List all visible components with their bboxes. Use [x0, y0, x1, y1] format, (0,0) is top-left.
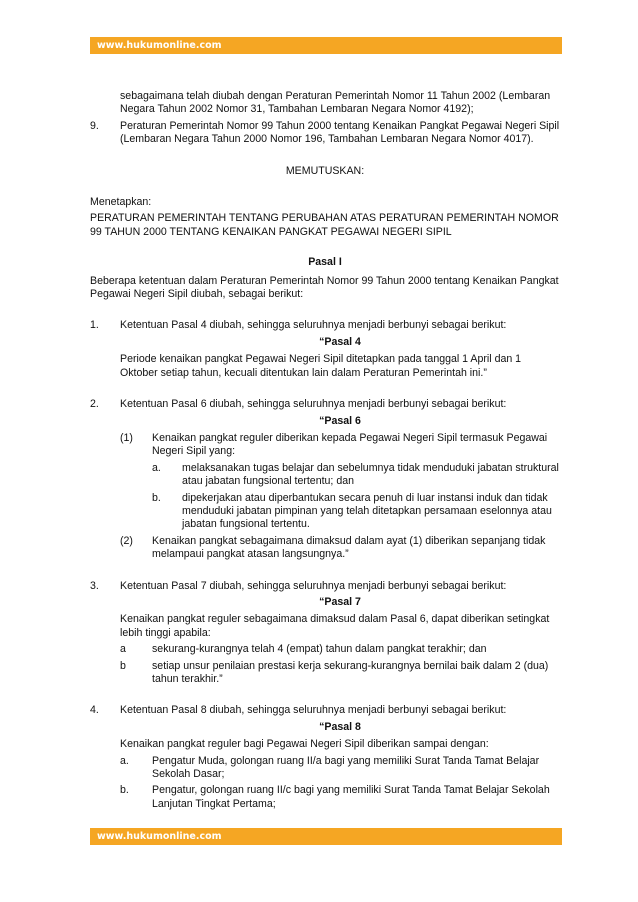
point-text: dipekerjakan atau diperbantukan secara penuh di luar instansi induk dan tidak menduduki jabatan pimpinan yang telah ditetapkan persamaan eselonnya atau jabatan fungsional tertentu. — [182, 491, 552, 531]
header-site-bar — [90, 37, 562, 54]
pasal-8-heading: “Pasal 8 — [319, 720, 361, 733]
point-label: a. — [120, 754, 129, 767]
item-number: 1. — [90, 319, 99, 332]
ayat-text: Kenaikan pangkat reguler diberikan kepada Pegawai Negeri Sipil termasuk Pegawai Negeri Sipil yang: — [152, 431, 548, 458]
ayat-label: (1) — [120, 431, 133, 444]
item-text: Ketentuan Pasal 8 diubah, sehingga seluruhnya menjadi berbunyi sebagai berikut: — [120, 704, 507, 717]
pasal-1-intro: Beberapa ketentuan dalam Peraturan Pemerintah Nomor 99 Tahun 2000 tentang Kenaikan Pangkat Pegawai Negeri Sipil diubah, sebagai berikut: — [90, 274, 559, 301]
change-item-4 — [90, 704, 560, 811]
pasal-8-body: Kenaikan pangkat reguler bagi Pegawai Negeri Sipil diberikan sampai dengan: — [120, 738, 489, 751]
pasal-7-point-b — [120, 660, 560, 687]
pasal-7-point-a — [120, 643, 560, 656]
change-item-1 — [90, 319, 560, 380]
list-item-9 — [90, 120, 560, 147]
item-text: Peraturan Pemerintah Nomor 99 Tahun 2000 tentang Kenaikan Pangkat Pegawai Negeri Sipil (Lembaran Negara Tahun 2000 Nomor 196, Tambahan Lembaran Negara Nomor 4017). — [120, 119, 560, 146]
pasal-6-heading: “Pasal 6 — [319, 414, 361, 427]
header-site-url[interactable]: www.hukumonline.com — [97, 40, 222, 51]
item-text: Ketentuan Pasal 7 diubah, sehingga seluruhnya menjadi berbunyi sebagai berikut: — [120, 579, 507, 592]
point-label: a. — [152, 461, 161, 474]
pasal-7-body: Kenaikan pangkat reguler sebagaimana dimaksud dalam Pasal 6, dapat diberikan setingkat lebih tinggi apabila: — [120, 613, 550, 639]
ayat-label: (2) — [120, 534, 133, 547]
point-text: setiap unsur penilaian prestasi kerja sekurang-kurangnya bernilai baik dalam 2 (dua) tahun terakhir.” — [152, 659, 549, 685]
item-number: 4. — [90, 704, 99, 717]
point-text: melaksanakan tugas belajar dan sebelumnya tidak menduduki jabatan struktural atau jabatan fungsional tertentu; dan — [182, 461, 559, 488]
menetapkan-label: Menetapkan: — [90, 196, 152, 209]
change-item-3 — [90, 580, 560, 687]
ayat-1-point-a — [152, 462, 560, 489]
pasal-8-point-b — [120, 784, 560, 811]
footer-site-url[interactable]: www.hukumonline.com — [97, 831, 222, 842]
item-text: Ketentuan Pasal 4 diubah, sehingga seluruhnya menjadi berbunyi sebagai berikut: — [120, 319, 507, 332]
pasal-4-body: Periode kenaikan pangkat Pegawai Negeri Sipil ditetapkan pada tanggal 1 April dan 1 Oktober setiap tahun, kecuali ditentukan lain dalam Peraturan Pemerintah ini.” — [120, 353, 522, 379]
footer-site-bar — [90, 828, 562, 845]
ayat-2 — [120, 535, 560, 562]
item-number: 2. — [90, 398, 99, 411]
memutuskan-heading: MEMUTUSKAN: — [285, 164, 365, 177]
ayat-text: Kenaikan pangkat sebagaimana dimaksud dalam ayat (1) diberikan sepanjang tidak melampaui pangkat atasan langsungnya.” — [152, 534, 546, 561]
pasal-8-point-a — [120, 755, 560, 782]
item-text: Ketentuan Pasal 6 diubah, sehingga seluruhnya menjadi berbunyi sebagai berikut: — [120, 398, 507, 411]
item-number: 3. — [90, 579, 99, 592]
pasal-7-heading: “Pasal 7 — [319, 595, 361, 608]
document-body — [90, 90, 560, 811]
point-label: a — [120, 643, 126, 656]
pasal-4-heading: “Pasal 4 — [319, 335, 361, 348]
point-text: Pengatur Muda, golongan ruang II/a bagi yang memiliki Surat Tanda Tamat Belajar Sekolah Dasar; — [152, 754, 540, 781]
point-text: Pengatur, golongan ruang II/c bagi yang memiliki Surat Tanda Tamat Belajar Sekolah Lanjutan Tingkat Pertama; — [152, 784, 550, 810]
ayat-1 — [120, 432, 560, 532]
point-label: b. — [152, 491, 161, 504]
regulation-title: PERATURAN PEMERINTAH TENTANG PERUBAHAN ATAS PERATURAN PEMERINTAH NOMOR 99 TAHUN 2000 TENTANG KENAIKAN PANGKAT PEGAWAI NEGERI SIPIL — [90, 212, 559, 238]
point-label: b. — [120, 784, 129, 797]
pasal-1-heading: Pasal I — [308, 256, 342, 269]
continuation-paragraph: sebagaimana telah diubah dengan Peraturan Pemerintah Nomor 11 Tahun 2002 (Lembaran Negara Tahun 2002 Nomor 31, Tambahan Lembaran Negara Nomor 4192); — [120, 90, 551, 116]
change-item-2 — [90, 398, 560, 561]
ayat-1-point-b — [152, 492, 560, 532]
point-text: sekurang-kurangnya telah 4 (empat) tahun dalam pangkat terakhir; dan — [152, 643, 487, 656]
item-number: 9. — [90, 119, 99, 132]
point-label: b — [120, 659, 126, 672]
